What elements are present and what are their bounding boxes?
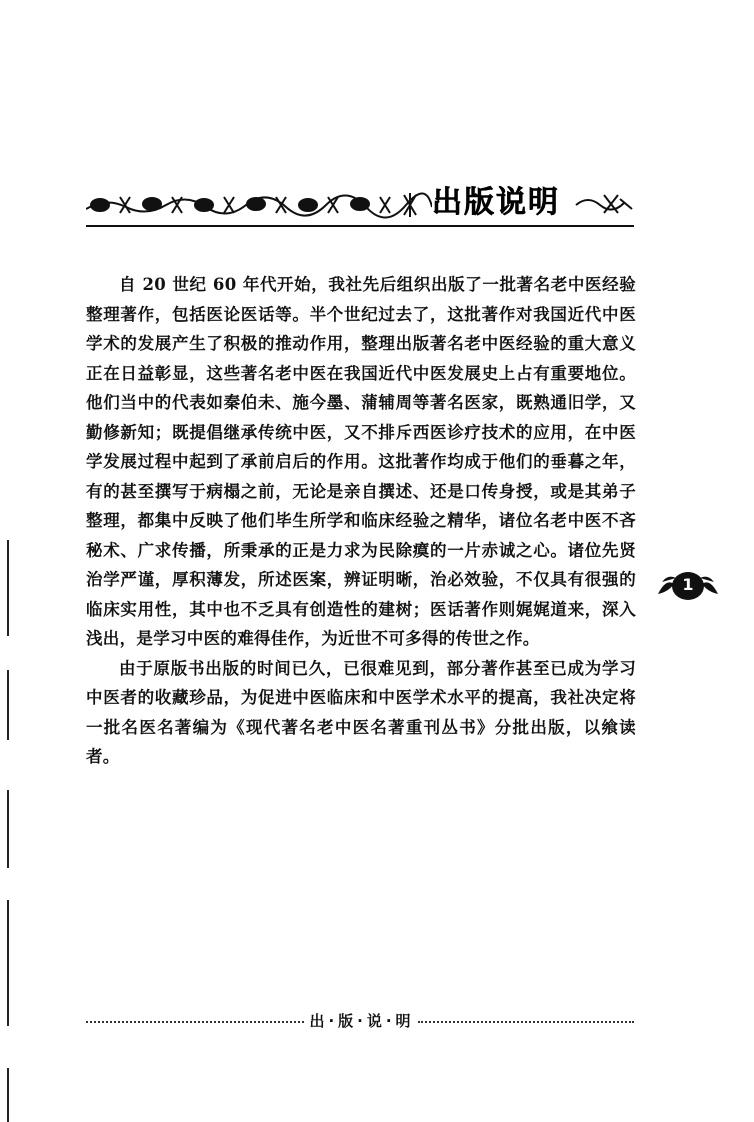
- page-number-ornament: [656, 568, 720, 604]
- margin-line: [7, 790, 9, 868]
- footer-dotted-rule-left: [86, 1021, 304, 1023]
- margin-line: [7, 670, 9, 740]
- paragraph-2: 由于原版书出版的时间已久，已很难见到，部分著作甚至已成为学习中医者的收藏珍品，为促进中医临床和中医学术水平的提高，我社决定将一批名医名著编为《现代著名老中医名著重刊丛书》分批出版，以飨读者。: [86, 658, 636, 766]
- margin-line: [7, 1068, 9, 1122]
- margin-line: [7, 900, 9, 1026]
- footer-label: 出·版·说·明: [309, 1012, 415, 1030]
- vine-ornament-right: [574, 191, 634, 217]
- body-text: [86, 270, 636, 772]
- page-title: 出版说明: [432, 185, 560, 220]
- footer: [86, 1010, 634, 1032]
- vine-ornament-left: [86, 189, 432, 219]
- margin-line: [7, 540, 9, 636]
- footer-dotted-rule-right: [418, 1021, 634, 1023]
- header-rule: [86, 225, 634, 227]
- paragraph-1: 自 20 世纪 60 年代开始，我社先后组织出版了一批著名老中医经验整理著作，包括医论医话等。半个世纪过去了，这批著作对我国近代中医学术的发展产生了积极的推动作用，整理出版著名老中医经验的重大意义正在日益彰显，这些著名老中医在我国近代中医发展史上占有重要地位。他们当中的代表如秦伯未、施今墨、蒲辅周等著名医家，既熟通旧学，又勤修新知；既提倡继承传统中医，又不排斥西医诊疗技术的应用，在中医学发展过程中起到了承前启后的作用。这批著作均成于他们的垂暮之年，有的甚至撰写于病榻之前，无论是亲自撰述、还是口传身授，或是其弟子整理，都集中反映了他们毕生所学和临床经验之精华，诸位名老中医不吝秘术、广求传播，所秉承的正是力求为民除瘼的一片赤诚之心。诸位先贤治学严谨，厚积薄发，所述医案，辨证明晰，治必效验，不仅具有很强的临床实用性，其中也不乏具有创造性的建树；医话著作则娓娓道来，深入浅出，是学习中医的难得佳作，为近世不可多得的传世之作。: [86, 275, 636, 648]
- page-number: 1: [682, 575, 694, 594]
- header-banner: [86, 183, 634, 227]
